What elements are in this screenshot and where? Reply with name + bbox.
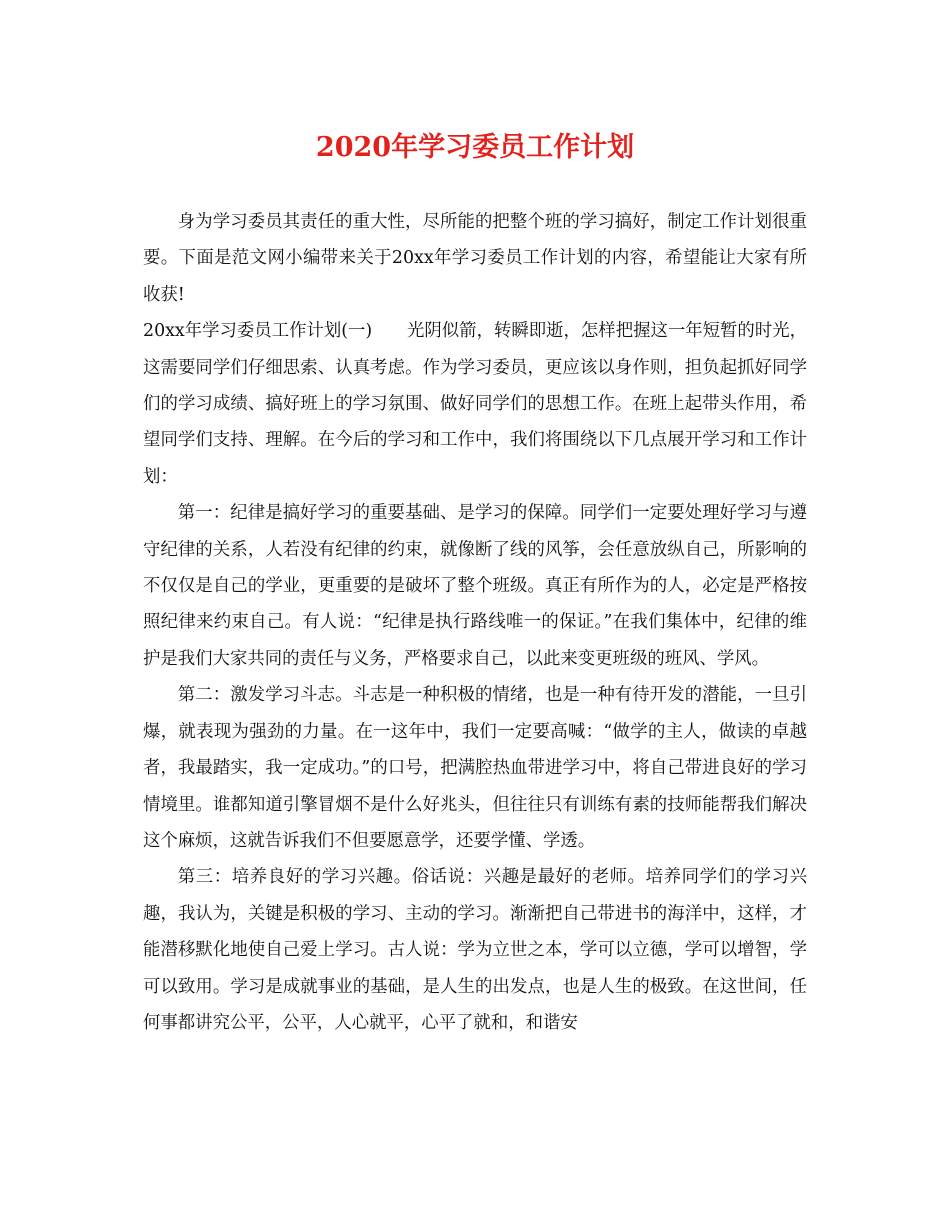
document-title: 2020年学习委员工作计划 (315, 132, 635, 163)
document-body (143, 204, 807, 1041)
paragraph-point-two: 第二：激发学习斗志。斗志是一种积极的情绪，也是一种有待开发的潜能，一旦引爆，就表现为强劲的力量。在一这年中，我们一定要高喊：“做学的主人，做读的卓越者，我最踏实，我一定成功。”的口号，把满腔热血带进学习中，将自己带进良好的学习情境里。谁都知道引擎冒烟不是什么好兆头，但往往只有训练有素的技师能帮我们解决这个麻烦，这就告诉我们不但要愿意学，还要学懂、学透。 (143, 685, 807, 851)
paragraph-plan-one: 20xx年学习委员工作计划(一) 光阴似箭，转瞬即逝，怎样把握这一年短暂的时光，这需要同学们仔细思索、认真考虑。作为学习委员，更应该以身作则，担负起抓好同学们的学习成绩、搞好班上的学习氛围、做好同学们的思想工作。在班上起带头作用，希望同学们支持、理解。在今后的学习和工作中，我们将围绕以下几点展开学习和工作计划： (143, 321, 807, 487)
paragraph-intro: 身为学习委员其责任的重大性，尽所能的把整个班的学习搞好，制定工作计划很重要。下面是范文网小编带来关于20xx年学习委员工作计划的内容，希望能让大家有所收获! (143, 212, 807, 305)
paragraph-point-one: 第一：纪律是搞好学习的重要基础、是学习的保障。同学们一定要处理好学习与遵守纪律的关系，人若没有纪律的约束，就像断了线的风筝，会任意放纵自己，所影响的不仅仅是自己的学业，更重要的是破坏了整个班级。真正有所作为的人，必定是严格按照纪律来约束自己。有人说：“纪律是执行路线唯一的保证。”在我们集体中，纪律的维护是我们大家共同的责任与义务，严格要求自己，以此来变更班级的班风、学风。 (143, 503, 807, 669)
paragraph-point-three: 第三：培养良好的学习兴趣。俗话说：兴趣是最好的老师。培养同学们的学习兴趣，我认为，关键是积极的学习、主动的学习。渐渐把自己带进书的海洋中，这样，才能潜移默化地使自己爱上学习。古人说：学为立世之本，学可以立德，学可以增智，学可以致用。学习是成就事业的基础，是人生的出发点，也是人生的极致。在这世间，任何事都讲究公平，公平，人心就平，心平了就和，和谐安 (143, 867, 807, 1033)
